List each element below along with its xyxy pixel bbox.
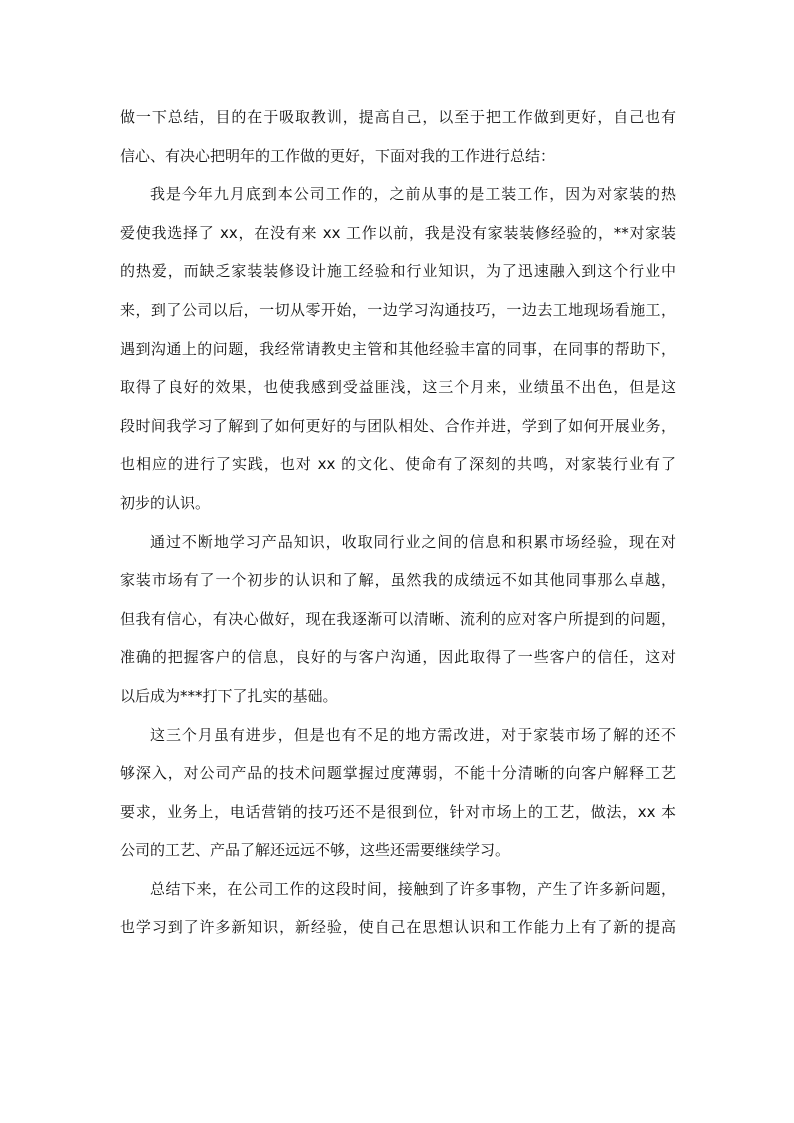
text-line: 来，到了公司以后，一切从零开始，一边学习沟通技巧，一边去工地现场看施工， — [120, 300, 676, 319]
text-line: 也学习到了许多新知识，新经验，使自己在思想认识和工作能力上有了新的提高 — [120, 918, 676, 937]
paragraph-first-line: 通过不断地学习产品知识，收取同行业之间的信息和积累市场经验，现在对 — [150, 532, 676, 551]
text-line: 要求，业务上，电话营销的技巧还不是很到位，针对市场上的工艺，做法，xx 本 — [120, 802, 676, 821]
text-line: 遇到沟通上的问题，我经常请教史主管和其他经验丰富的同事，在同事的帮助下， — [120, 339, 676, 358]
text-line: 爱使我选择了 xx，在没有来 xx 工作以前，我是没有家装装修经验的，**对家装 — [120, 223, 676, 242]
text-line: 做一下总结，目的在于吸取教训，提高自己，以至于把工作做到更好，自己也有 — [120, 108, 676, 126]
text-line: 段时间我学习了解到了如何更好的与团队相处、合作并进，学到了如何开展业务， — [120, 416, 676, 435]
text-line: 公司的工艺、产品了解还远远不够，这些还需要继续学习。 — [120, 841, 511, 860]
text-line: 但我有信心，有决心做好，现在我逐渐可以清晰、流利的应对客户所提到的问题， — [120, 609, 676, 628]
paragraph-first-line: 我是今年九月底到本公司工作的，之前从事的是工装工作，因为对家装的热 — [150, 185, 676, 204]
text-line: 信心、有决心把明年的工作做的更好，下面对我的工作进行总结： — [120, 146, 556, 165]
text-line: 准确的把握客户的信息，良好的与客户沟通，因此取得了一些客户的信任，这对 — [120, 648, 676, 667]
text-line: 初步的认识。 — [120, 493, 211, 512]
text-line: 的热爱，而缺乏家装装修设计施工经验和行业知识，为了迅速融入到这个行业中 — [120, 262, 676, 281]
body-text — [120, 98, 676, 947]
paragraph-first-line: 这三个月虽有进步，但是也有不足的地方需改进，对于家装市场了解的还不 — [150, 725, 676, 744]
text-line: 取得了良好的效果，也使我感到受益匪浅，这三个月来，业绩虽不出色，但是这 — [120, 378, 676, 397]
text-line: 够深入，对公司产品的技术问题掌握过度薄弱，不能十分清晰的向客户解释工艺 — [120, 764, 676, 783]
text-line: 以后成为***打下了扎实的基础。 — [120, 686, 338, 705]
text-line: 也相应的进行了实践，也对 xx 的文化、使命有了深刻的共鸣，对家装行业有了 — [120, 455, 676, 474]
text-line: 家装市场有了一个初步的认识和了解，虽然我的成绩远不如其他同事那么卓越， — [120, 571, 676, 590]
paragraph-first-line: 总结下来，在公司工作的这段时间，接触到了许多事物，产生了许多新问题， — [150, 879, 676, 898]
